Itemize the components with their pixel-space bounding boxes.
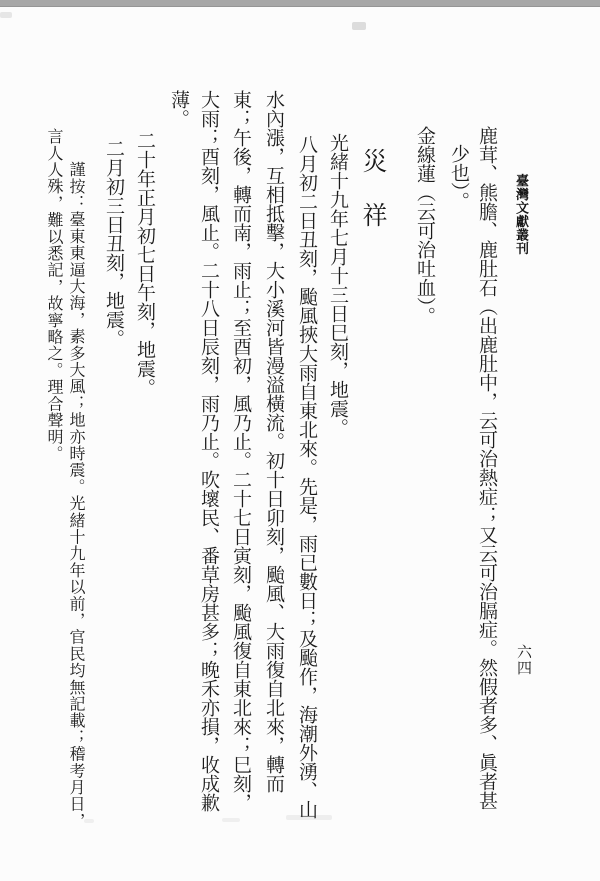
- scan-artifact: [352, 22, 366, 30]
- column-guangxu19-earthquake: 光緒十九年七月十三日巳刻，地震。: [327, 133, 348, 437]
- column-typhoon-account-end: 薄。: [168, 90, 189, 128]
- column-typhoon-account-2: 水內漲，互相抵擊，大小溪河皆漫溢橫流。初十日卯刻，颱風、大雨復自北來，轉而: [263, 90, 284, 793]
- scan-artifact: [0, 12, 12, 18]
- column-deer-antler-entry-continuation: 少也）。: [448, 144, 469, 211]
- column-year20-feb-earthquake: 二月初三日丑刻，地震。: [103, 139, 124, 348]
- scan-artifact: [222, 818, 240, 822]
- editor-note-column-2: 言人人殊，難以悉記，故寧略之。理合聲明。: [45, 128, 62, 462]
- column-deer-antler-entry: 鹿茸、熊膽、鹿肚石（出鹿肚中，云可治熱症；又云可治膈症。然假者多、眞者甚: [476, 126, 497, 810]
- scan-edge-bar: [0, 0, 600, 7]
- column-golden-thread-lotus-entry: 金線蓮（云可治吐血）。: [414, 126, 435, 326]
- scan-artifact: [84, 819, 94, 823]
- page-number: 六四: [515, 644, 531, 676]
- column-typhoon-account-1: 八月初二日丑刻，颱風挾大雨自東北來。先是，雨已數日；及颱作，海潮外湧、山: [296, 135, 317, 819]
- column-typhoon-account-3: 東；午後，轉而南，雨止；至酉初，風乃止。二十七日寅刻，颱風復自東北來；巳刻，: [230, 90, 251, 812]
- editor-note-column-1: 謹按：臺東東逼大海，素多大風；地亦時震。光緒十九年以前，官民均無記載；稽考月日，: [67, 161, 84, 829]
- running-head: 臺灣文獻叢刊: [514, 174, 529, 255]
- column-typhoon-account-4: 大雨；酉刻，風止。二十八日辰刻，雨乃止。吹壞民、番草房甚多；晚禾亦損，收成歉: [198, 90, 219, 812]
- section-heading-disaster-portents: 災 祥: [359, 148, 386, 229]
- column-year20-jan-earthquake: 二十年正月初七日午刻，地震。: [134, 131, 155, 397]
